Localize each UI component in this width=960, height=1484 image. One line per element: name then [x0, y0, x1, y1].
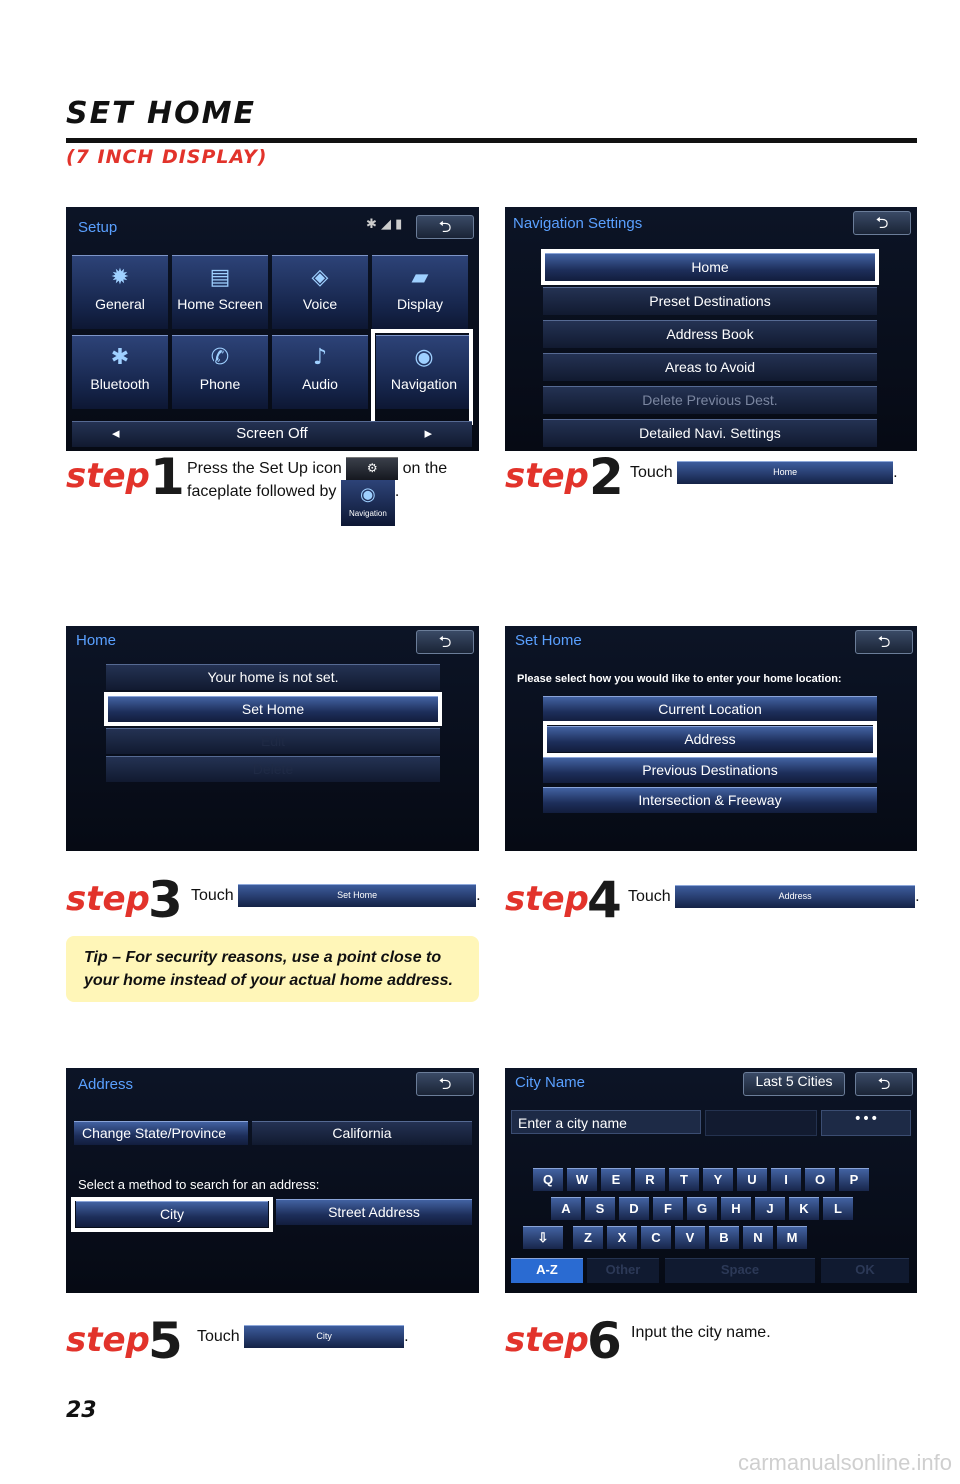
- key-z[interactable]: Z: [573, 1226, 603, 1249]
- city-bar: City: [244, 1325, 404, 1348]
- step-5-label: step 5: [66, 1312, 183, 1370]
- key-g[interactable]: G: [687, 1197, 717, 1220]
- step-2-text: Touch Home .: [630, 461, 920, 484]
- key-h[interactable]: H: [721, 1197, 751, 1220]
- set-home-screen: [505, 626, 917, 851]
- delete-button[interactable]: Delete: [106, 756, 440, 782]
- city-name-screen: [505, 1068, 917, 1293]
- home-bar: Home: [677, 461, 893, 484]
- change-state-button[interactable]: Change State/Province: [74, 1121, 248, 1145]
- key-f[interactable]: F: [653, 1197, 683, 1220]
- key-s[interactable]: S: [585, 1197, 615, 1220]
- screen-title: Home: [76, 632, 117, 649]
- highlight-frame: [541, 249, 879, 285]
- search-method-prompt: Select a method to search for an address:: [78, 1177, 320, 1192]
- setup-gear-icon: ⚙: [346, 457, 398, 480]
- city-name-input[interactable]: Enter a city name: [511, 1110, 701, 1134]
- tile-home-screen[interactable]: ▤ Home Screen: [172, 255, 268, 329]
- tile-display[interactable]: ▰ Display: [372, 255, 468, 329]
- key-x[interactable]: X: [607, 1226, 637, 1249]
- tile-general[interactable]: ✹ General: [72, 255, 168, 329]
- tile-phone[interactable]: ✆ Phone: [172, 335, 268, 409]
- home-button[interactable]: Home: [545, 253, 875, 281]
- phone-icon: ✆: [210, 345, 230, 370]
- key-p[interactable]: P: [839, 1168, 869, 1191]
- security-tip: Tip – For security reasons, use a point close to your home instead of your actual home address.: [66, 936, 479, 1002]
- tile-voice[interactable]: ◈ Voice: [272, 255, 368, 329]
- highlight-frame: [71, 1197, 273, 1232]
- gear-icon: ✹: [110, 265, 130, 290]
- step-3-text: Touch Set Home .: [191, 884, 491, 907]
- key-c[interactable]: C: [641, 1226, 671, 1249]
- current-location-button[interactable]: Current Location: [543, 696, 877, 722]
- shift-key[interactable]: ⇩: [523, 1226, 563, 1249]
- music-note-icon: ♪: [312, 345, 328, 370]
- detailed-navi-settings-button[interactable]: Detailed Navi. Settings: [543, 419, 877, 447]
- key-n[interactable]: N: [743, 1226, 773, 1249]
- navigation-icon: ◉ Navigation: [341, 480, 395, 526]
- key-r[interactable]: R: [635, 1168, 665, 1191]
- key-y[interactable]: Y: [703, 1168, 733, 1191]
- back-button[interactable]: ⮌: [855, 1072, 913, 1096]
- space-key[interactable]: Space: [665, 1258, 815, 1283]
- home-screen: [66, 626, 479, 851]
- screen-title: Set Home: [515, 632, 582, 649]
- back-button[interactable]: ⮌: [416, 215, 474, 239]
- title-rule: [66, 138, 917, 143]
- screen-title: Setup: [78, 219, 118, 236]
- key-q[interactable]: Q: [533, 1168, 563, 1191]
- key-l[interactable]: L: [823, 1197, 853, 1220]
- address-book-button[interactable]: Address Book: [543, 320, 877, 348]
- navigation-icon: ◉: [414, 345, 434, 370]
- right-arrow-icon[interactable]: ▸: [424, 425, 432, 442]
- navigation-settings-screen: [505, 207, 917, 451]
- home-not-set-label: Your home is not set.: [106, 664, 440, 690]
- key-i[interactable]: I: [771, 1168, 801, 1191]
- tile-bluetooth[interactable]: ✱ Bluetooth: [72, 335, 168, 409]
- method-prompt: Please select how you would like to enter your home location:: [517, 673, 842, 685]
- more-button[interactable]: •••: [821, 1110, 911, 1136]
- edit-button[interactable]: Edit: [106, 728, 440, 754]
- address-button[interactable]: Address: [547, 726, 873, 752]
- key-k[interactable]: K: [789, 1197, 819, 1220]
- last-5-cities-button[interactable]: Last 5 Cities: [743, 1072, 845, 1096]
- preset-destinations-button[interactable]: Preset Destinations: [543, 287, 877, 315]
- address-bar: Address: [675, 885, 915, 908]
- page-number: 23: [66, 1398, 97, 1423]
- key-w[interactable]: W: [567, 1168, 597, 1191]
- key-v[interactable]: V: [675, 1226, 705, 1249]
- setup-screen: [66, 207, 479, 451]
- key-b[interactable]: B: [709, 1226, 739, 1249]
- step-5-text: Touch City .: [197, 1325, 437, 1348]
- back-button[interactable]: ⮌: [853, 211, 911, 235]
- other-tab[interactable]: Other: [587, 1258, 659, 1283]
- screen-off-button[interactable]: ◂ Screen Off ▸: [72, 421, 472, 447]
- highlight-frame: [543, 721, 877, 757]
- street-address-button[interactable]: Street Address: [276, 1199, 472, 1225]
- key-j[interactable]: J: [755, 1197, 785, 1220]
- state-value: California: [252, 1121, 472, 1145]
- step-1-label: step 1: [66, 448, 185, 506]
- step-3-label: step 3: [66, 871, 183, 929]
- tile-audio[interactable]: ♪ Audio: [272, 335, 368, 409]
- page-title: SET HOME: [66, 96, 256, 131]
- a-z-tab[interactable]: A-Z: [511, 1258, 583, 1283]
- screen-title: Address: [78, 1076, 134, 1093]
- voice-icon: ◈: [311, 265, 329, 290]
- left-arrow-icon[interactable]: ◂: [112, 425, 120, 442]
- highlight-frame: [104, 692, 442, 726]
- step-6-label: step 6: [505, 1312, 622, 1370]
- step-6-text: Input the city name.: [631, 1324, 771, 1341]
- city-button[interactable]: City: [76, 1201, 268, 1227]
- highlight-frame: [371, 329, 473, 425]
- key-m[interactable]: M: [777, 1226, 807, 1249]
- input-display: [705, 1110, 817, 1136]
- key-t[interactable]: T: [669, 1168, 699, 1191]
- key-u[interactable]: U: [737, 1168, 767, 1191]
- delete-previous-dest-button[interactable]: Delete Previous Dest.: [543, 386, 877, 414]
- watermark: carmanualsonline.info: [737, 1450, 952, 1475]
- key-o[interactable]: O: [805, 1168, 835, 1191]
- step-4-text: Touch Address .: [628, 885, 928, 908]
- home-screen-icon: ▤: [209, 265, 231, 290]
- display-icon: ▰: [411, 265, 429, 290]
- screen-title: Navigation Settings: [513, 215, 643, 232]
- areas-to-avoid-button[interactable]: Areas to Avoid: [543, 353, 877, 381]
- back-button[interactable]: ⮌: [416, 630, 474, 654]
- tile-navigation[interactable]: ◉ Navigation: [376, 335, 472, 409]
- screen-title: City Name: [515, 1074, 586, 1091]
- key-a[interactable]: A: [551, 1197, 581, 1220]
- ok-button[interactable]: OK: [821, 1258, 909, 1283]
- set-home-bar: Set Home: [238, 884, 476, 907]
- key-d[interactable]: D: [619, 1197, 649, 1220]
- address-screen: [66, 1068, 479, 1293]
- intersection-freeway-button[interactable]: Intersection & Freeway: [543, 787, 877, 813]
- key-e[interactable]: E: [601, 1168, 631, 1191]
- back-button[interactable]: ⮌: [855, 630, 913, 654]
- step-2-label: step 2: [505, 448, 624, 506]
- step-1-text: Press the Set Up icon ⚙ on the faceplate followed by ◉ Navigation.: [187, 457, 457, 526]
- step-4-label: step 4: [505, 871, 622, 929]
- page-subtitle: (7 INCH DISPLAY): [66, 146, 268, 168]
- previous-destinations-button[interactable]: Previous Destinations: [543, 757, 877, 783]
- bluetooth-icon: ✱: [110, 345, 130, 370]
- back-button[interactable]: ⮌: [416, 1072, 474, 1096]
- status-icons: ✱ ◢ ▮: [366, 217, 403, 232]
- set-home-button[interactable]: Set Home: [108, 696, 438, 722]
